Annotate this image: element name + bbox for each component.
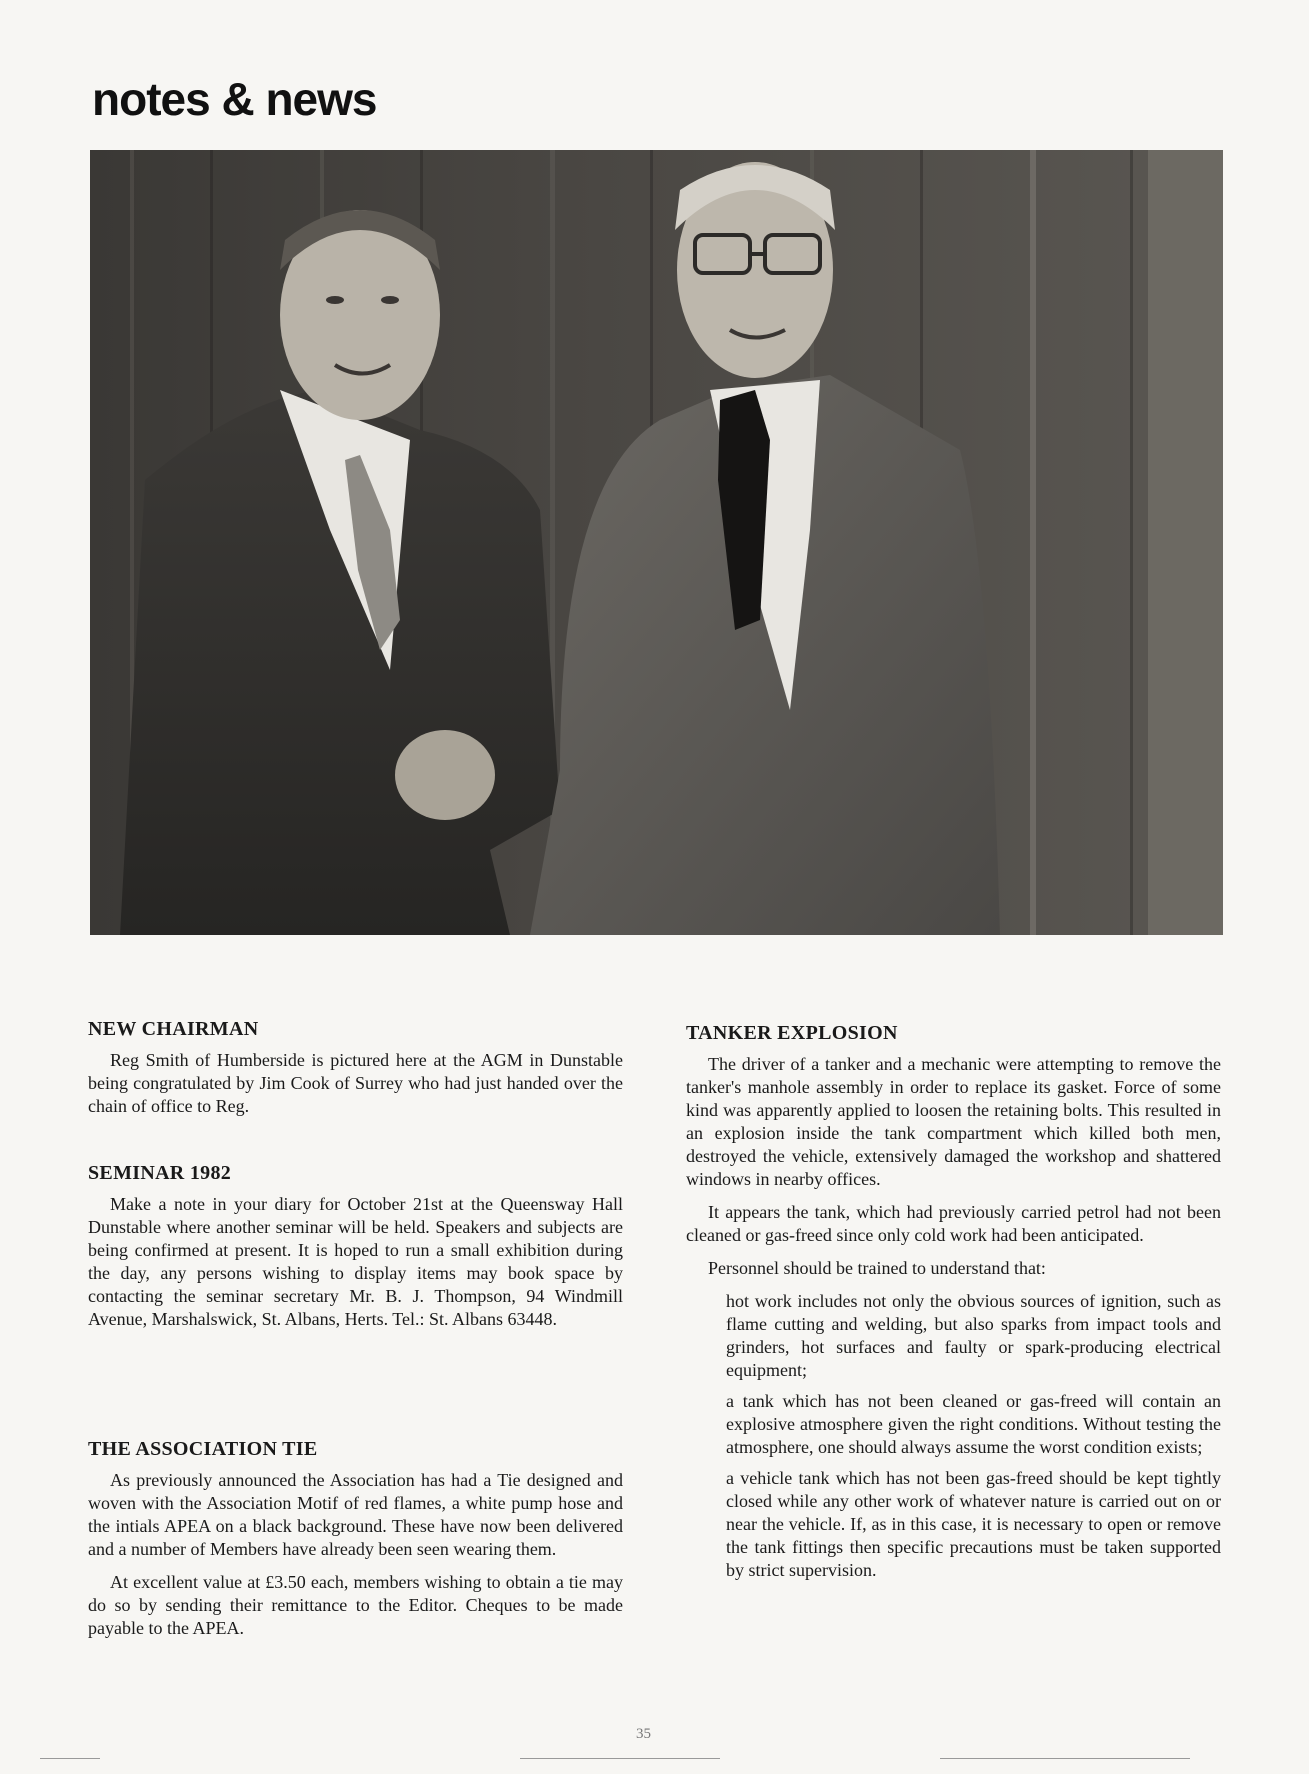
page-number: 35: [636, 1726, 651, 1742]
association-tie-section: [88, 1438, 623, 1650]
list-item: a vehicle tank which has not been gas-freed should be kept tightly closed while any other work of whatever nature is carried out on or near the vehicle. If, as in this case, it is necessary to open or remove the tank fittings then specific precautions must be taken supported by strict supervision.: [726, 1468, 1221, 1580]
new-chairman-section: [88, 1018, 623, 1128]
tanker-explosion-section: [686, 1022, 1221, 1590]
paragraph: Make a note in your diary for October 21st at the Queensway Hall Dunstable where another seminar will be held. Speakers and subjects are being confirmed at present. It is hoped to run a small exhibition during the day, any persons wishing to display items may book space by contacting the seminar secretary Mr. B. J. Thompson, 94 Windmill Avenue, Marshalswick, St. Albans, Herts. Tel.: St. Albans 63448.: [88, 1194, 623, 1329]
paragraph: At excellent value at £3.50 each, members wishing to obtain a tie may do so by sending their remittance to the Editor. Cheques to be made payable to the APEA.: [88, 1572, 623, 1638]
paragraph: The driver of a tanker and a mechanic were attempting to remove the tanker's manhole assembly in order to replace its gasket. Force of some kind was apparently applied to loosen the retaining bolts. This resulted in an explosion inside the tank compartment which killed both men, destroyed the vehicle, extensively damaged the workshop and shattered windows in nearby offices.: [686, 1054, 1221, 1189]
section-heading: TANKER EXPLOSION: [686, 1022, 898, 1044]
footer-rule: [520, 1758, 720, 1759]
list-item: hot work includes not only the obvious sources of ignition, such as flame cutting and welding, but also sparks from impact tools and grinders, hot surfaces and faulty or spark-producing electrical equipment;: [726, 1291, 1221, 1380]
paragraph: As previously announced the Association has had a Tie designed and woven with the Association Motif of red flames, a white pump hose and the intials APEA on a black background. These have now been delivered and a number of Members have already been seen wearing them.: [88, 1470, 623, 1559]
footer-rule: [940, 1758, 1190, 1759]
paragraph: It appears the tank, which had previously carried petrol had not been cleaned or gas-freed since only cold work had been anticipated.: [686, 1202, 1221, 1245]
section-heading: SEMINAR 1982: [88, 1162, 232, 1184]
handshake-photo: [90, 150, 1223, 935]
photograph: [90, 150, 1223, 935]
footer-rule: [40, 1758, 100, 1759]
paragraph: Reg Smith of Humberside is pictured here at the AGM in Dunstable being congratulated by Jim Cook of Surrey who had just handed over the chain of office to Reg.: [88, 1050, 623, 1116]
seminar-section: [88, 1162, 623, 1341]
precautions-list: [686, 1290, 1221, 1582]
section-heading: THE ASSOCIATION TIE: [88, 1438, 318, 1460]
paragraph: Personnel should be trained to understand that:: [708, 1258, 1046, 1278]
list-item: a tank which has not been cleaned or gas-freed will contain an explosive atmosphere given the right conditions. Without testing the atmosphere, one should always assume the worst condition exists;: [726, 1391, 1221, 1457]
section-heading: NEW CHAIRMAN: [88, 1018, 259, 1040]
page-title: notes & news: [92, 73, 377, 125]
